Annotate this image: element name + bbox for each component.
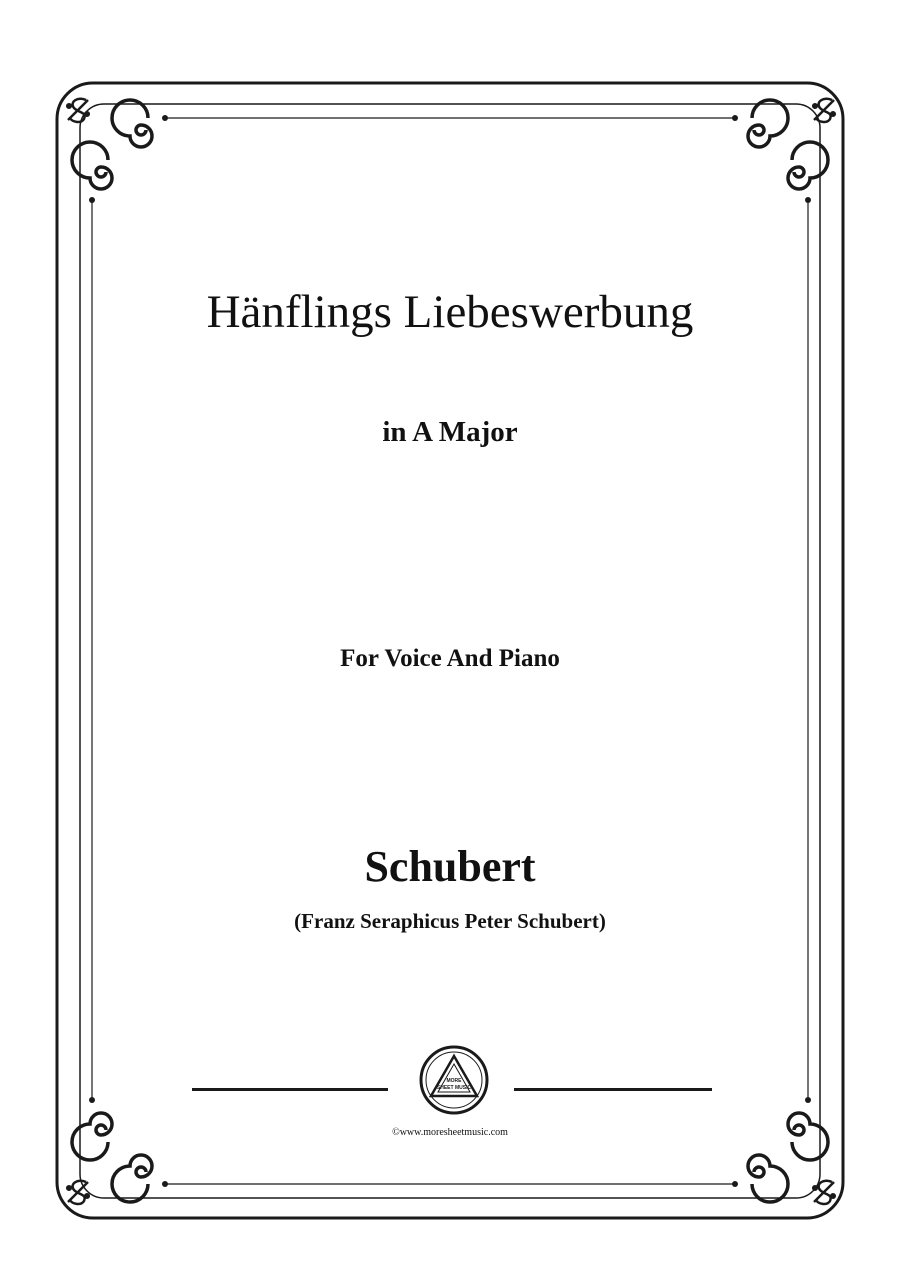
piece-title: Hänflings Liebeswerbung	[206, 286, 694, 338]
divider-right	[514, 1088, 712, 1091]
divider-left	[192, 1088, 388, 1091]
instrumentation-label: For Voice And Piano	[340, 645, 560, 672]
composer-name: Schubert	[364, 842, 536, 891]
composer-full-name: (Franz Seraphicus Peter Schubert)	[294, 909, 606, 933]
logo-text-line2: SHEET MUSIC	[436, 1085, 472, 1091]
triangle-circle-logo-icon	[418, 1044, 490, 1116]
key-signature-label: in A Major	[382, 416, 518, 448]
logo-text-line1: MORE	[446, 1078, 462, 1084]
publisher-website[interactable]: ©www.moresheetmusic.com	[392, 1127, 508, 1138]
